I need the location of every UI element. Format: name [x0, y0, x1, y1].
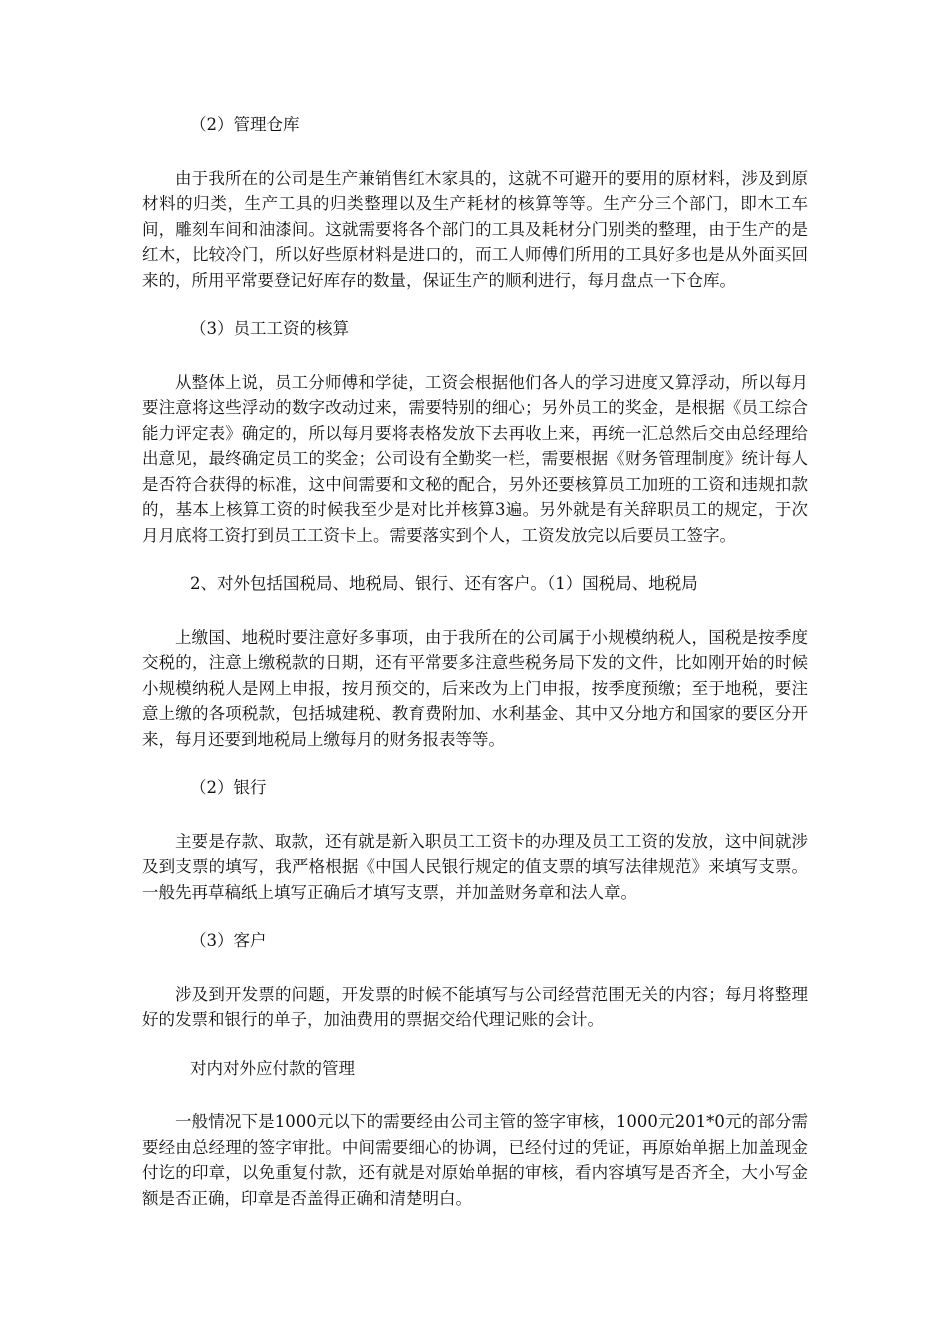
- section-body-customer: 涉及到开发票的问题，开发票的时候不能填写与公司经营范围无关的内容；每月将整理好的发票和银行的单子，加油费用的票据交给代理记账的会计。: [142, 984, 808, 1029]
- section-body-tax-bureau: 上缴国、地税时要注意好多事项，由于我所在的公司属于小规模纳税人，国税是按季度交税的，注意上缴税款的日期，还有平常要多注意些税务局下发的文件，比如刚开始的时候小规模纳税人是网上申报，按月预交的，后来改为上门申报，按季度预缴；至于地税，要注意上缴的各项税款，包括城建税、教育费附加、水利基金、其中又分地方和国家的要区分开来，每月还要到地税局上缴每月的财务报表等等。: [142, 627, 808, 749]
- section-heading-customer: （3）客户: [190, 931, 267, 950]
- section-heading-tax-bureau: 2、对外包括国税局、地税局、银行、还有客户。（1）国税局、地税局: [190, 574, 698, 593]
- section-heading-payroll: （3）员工工资的核算: [190, 319, 349, 338]
- section-heading-warehouse: （2）管理仓库: [190, 115, 300, 134]
- section-heading-payables: 对内对外应付款的管理: [190, 1058, 355, 1078]
- section-body-warehouse: 由于我所在的公司是生产兼销售红木家具的，这就不可避开的要用的原材料，涉及到原材料的归类，生产工具的归类整理以及生产耗材的核算等等。生产分三个部门，即木工车间，雕刻车间和油漆间。这就需要将各个部门的工具及耗材分门别类的整理，由于生产的是红木，比较冷门，所以好些原材料是进口的，而工人师傅们所用的工具好多也是从外面买回来的，所用平常要登记好库存的数量，保证生产的顺利进行，每月盘点一下仓库。: [142, 168, 808, 290]
- section-body-payables: 一般情况下是1000元以下的需要经由公司主管的签字审核，1000元201*0元的部分需要经由总经理的签字审批。中间需要细心的协调，已经付过的凭证，再原始单据上加盖现金付讫的印章，以免重复付款，还有就是对原始单据的审核，看内容填写是否齐全，大小写金额是否正确，印章是否盖得正确和清楚明白。: [142, 1112, 808, 1208]
- document-page: [142, 112, 808, 1211]
- section-body-payroll: 从整体上说，员工分师傅和学徒，工资会根据他们各人的学习进度又算浮动，所以每月要注意将这些浮动的数字改动过来，需要特别的细心；另外员工的奖金，是根据《员工综合能力评定表》确定的，所以每月要将表格发放下去再收上来，再统一汇总然后交由总经理给出意见，最终确定员工的奖金；公司设有全勤奖一栏，需要根据《财务管理制度》统计每人是否符合获得的标准，这中间需要和文秘的配合，另外还要核算员工加班的工资和违规扣款的，基本上核算工资的时候我至少是对比并核算3遍。另外就是有关辞职员工的规定，于次月月底将工资打到员工工资卡上。需要落实到个人，工资发放完以后要员工签字。: [142, 372, 808, 545]
- section-body-bank: 主要是存款、取款，还有就是新入职员工工资卡的办理及员工工资的发放，这中间就涉及到支票的填写，我严格根据《中国人民银行规定的值支票的填写法律规范》来填写支票。一般先再草稿纸上填写正确后才填写支票，并加盖财务章和法人章。: [142, 831, 808, 902]
- section-heading-bank: （2）银行: [190, 778, 267, 797]
